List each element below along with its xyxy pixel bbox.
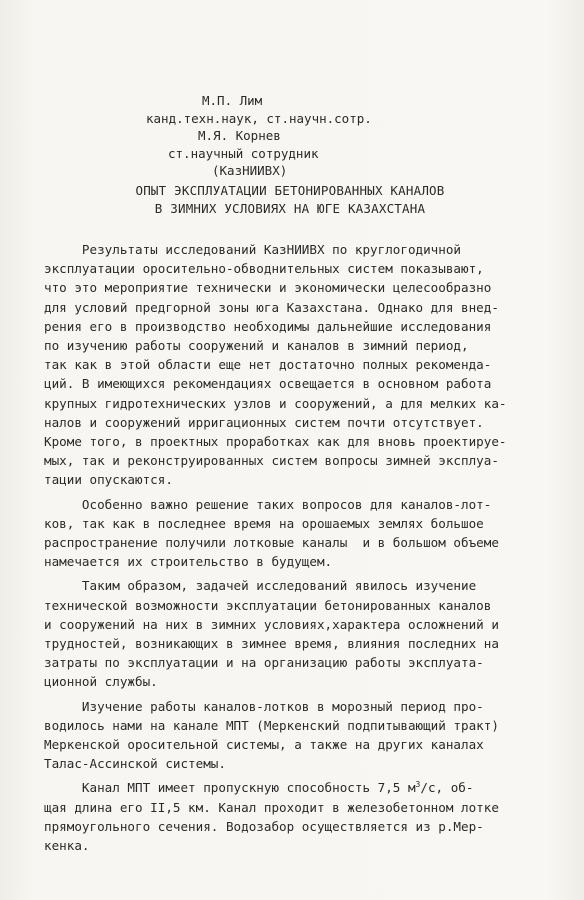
paragraph-1 — [44, 240, 544, 490]
text-fragment: /с, об- — [420, 780, 474, 796]
author-2-name: М.Я. Корнев — [198, 128, 281, 143]
text-line — [44, 778, 544, 797]
article-title — [80, 182, 500, 218]
text-line: ков, так как в последнее время на орошаемых землях большое — [44, 515, 484, 531]
text-line: рения его в производство необходимы дальнейшие исследования — [44, 318, 492, 334]
text-line: водилось нами на канале МПТ (Меркенский подпитывающий тракт) — [44, 717, 499, 733]
text-line: распространение получили лотковые каналы и в большом объеме — [44, 535, 499, 551]
text-line: Изучение работы каналов-лотков в морозный период про- — [44, 698, 484, 714]
author-2-title: ст.научный сотрудник — [168, 145, 319, 161]
text-fragment: Канал МПТ имеет пропускную способность 7,5 м — [44, 780, 416, 796]
text-line: Меркенской оросительной системы, а также на других каналах — [44, 737, 484, 753]
text-line: крупных гидротехнических узлов и сооружений, а для мелких ка- — [44, 395, 507, 411]
author-1-name: М.П. Лим — [202, 93, 263, 108]
article-body — [44, 240, 544, 860]
text-line: кенка. — [44, 838, 90, 854]
title-line-1: ОПЫТ ЭКСПЛУАТАЦИИ БЕТОНИРОВАННЫХ КАНАЛОВ — [135, 183, 445, 198]
text-line: по изучению работы сооружений и каналов в зимний период, — [44, 338, 469, 354]
institution: (КазНИИВХ) — [212, 163, 288, 178]
text-line: налов и сооружений ирригационных систем почти отсутствует. — [44, 414, 484, 430]
text-line: затраты по эксплуатации и на организацию работы эксплуата- — [44, 655, 484, 671]
text-line: технической возможности эксплуатации бетонированных каналов — [44, 597, 492, 613]
text-line: Особенно важно решение таких вопросов для каналов-лот- — [44, 496, 492, 512]
text-line: для условий предгорной зоны юга Казахстана. Однако для внед- — [44, 299, 499, 315]
author-1-title: канд.техн.наук, ст.научн.сотр. — [146, 110, 372, 126]
text-line: тации опускаются. — [44, 472, 173, 488]
text-line: ционной службы. — [44, 674, 158, 690]
text-line: так как в этой области еще нет достаточно полных рекоменда- — [44, 357, 492, 373]
text-line: мых, так и реконструированных систем вопросы зимней эксплуа- — [44, 453, 499, 469]
text-line: трудностей, возникающих в зимнее время, влияния последних на — [44, 636, 499, 652]
title-line-2: В ЗИМНИХ УСЛОВИЯХ НА ЮГЕ КАЗАХСТАНА — [154, 201, 426, 216]
text-line: ций. В имеющихся рекомендациях освещается в основном работа — [44, 376, 492, 392]
author-block — [140, 92, 400, 180]
text-line: Кроме того, в проектных проработках как для вновь проектируе- — [44, 434, 507, 450]
paragraph-4 — [44, 697, 544, 774]
paragraph-3 — [44, 576, 544, 691]
superscript: 3 — [415, 780, 421, 790]
text-line: щая длина его II,5 км. Канал проходит в железобетонном лотке — [44, 799, 499, 815]
text-line: и сооружений на них в зимних условиях,характера осложнений и — [44, 616, 499, 632]
text-line: что это мероприятие технически и экономически целесообразно — [44, 280, 492, 296]
text-line: Таким образом, задачей исследований явилось изучение — [44, 578, 477, 594]
paragraph-5 — [44, 778, 544, 855]
text-line: намечается их строительство в будущем. — [44, 554, 333, 570]
text-line: прямоугольного сечения. Водозабор осуществляется из р.Мер- — [44, 818, 484, 834]
text-line: эксплуатации оросительно-обводнительных систем показывают, — [44, 261, 484, 277]
text-line: Результаты исследований КазНИИВХ по круглогодичной — [44, 242, 462, 257]
text-line: Талас-Ассинской системы. — [44, 756, 226, 772]
paragraph-2 — [44, 495, 544, 572]
